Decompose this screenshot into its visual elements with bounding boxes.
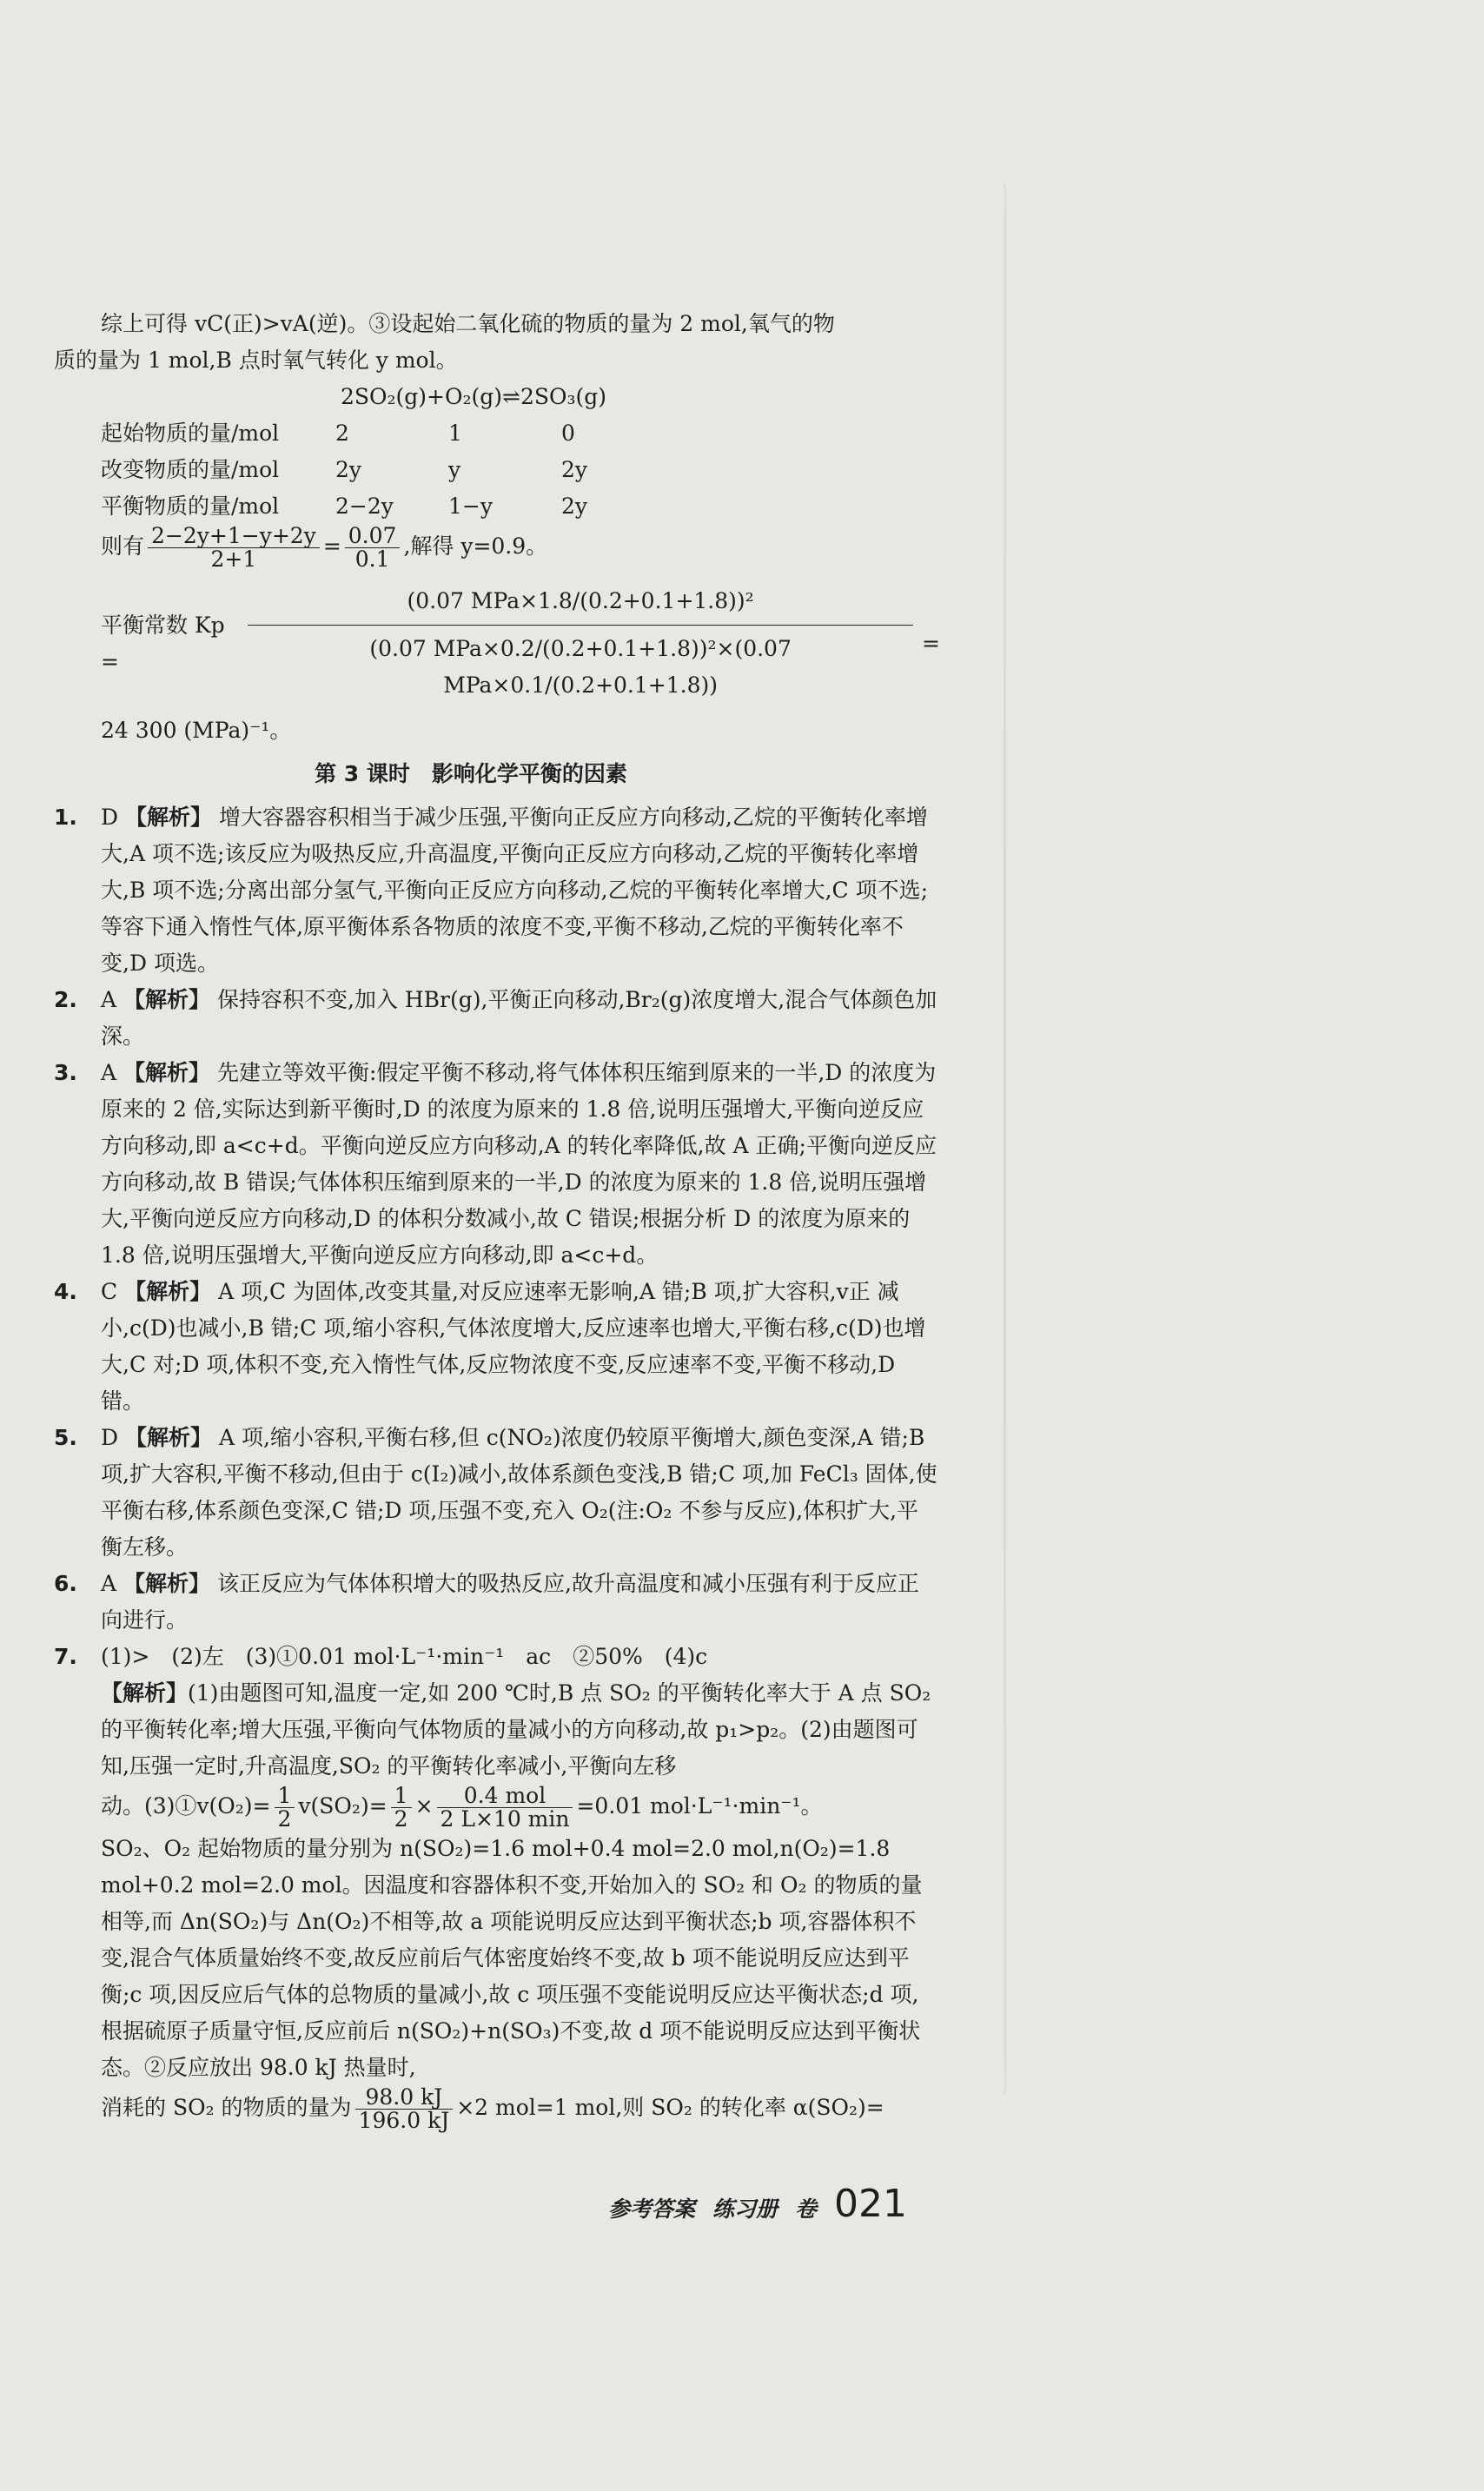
item7-analysis-2: SO₂、O₂ 起始物质的量分别为 n(SO₂)=1.6 mol+0.4 mol=2.0 mol,n(O₂)=1.8 mol+0.2 mol=2.0 mol。因温度和容器体积不变,开始加入的 SO₂ 和 O₂ 的物质的量相等,而 Δn(SO₂)与 Δn(O₂)不相等,故 a 项能说明反应达到平衡状态;b 项,容器体积不变,混合气体质量始终不变,故反应前后气体密度始终不变,故 b 项不能说明反应达到平衡;c 项,因反应后气体的总物质的量减小,故 c 项压强不变能说明反应达平衡状态;d 项,根据硫原子质量守恒,反应前后 n(SO₂)+n(SO₃)不变,故 d 项不能说明反应达到平衡状态。②反应放出 98.0 kJ 热量时, [101,1836,923,2080]
item-answer: A [101,1060,117,1085]
analysis-tag: 【解析】 [123,1060,211,1085]
page-fold-shadow [1004,182,1006,2094]
answer-item-7 [54,1639,940,2132]
table-cell: 2y [561,494,588,519]
item-number: 3. [54,1060,77,1085]
item-answer: A [101,1571,117,1596]
kp-numerator: (0.07 MPa×1.8/(0.2+0.1+1.8))² [248,583,913,626]
fraction-denominator: 2+1 [210,547,257,572]
analysis-tag: 【解析】 [125,805,213,830]
analysis-tag: 【解析】 [123,987,211,1012]
fraction-heat [355,2086,454,2132]
ratio-line [54,525,940,571]
analysis-tag: 【解析】 [123,1571,211,1596]
fraction-denominator: 2 [277,1806,292,1832]
fraction-denominator: 0.1 [354,547,390,572]
formula-text: 动。(3)①v(O₂)= [101,1793,271,1819]
formula-text: × [414,1793,434,1819]
table-cell: 1 [448,421,462,446]
footer-label-answers: 参考答案 [608,2196,696,2222]
formula-text: =0.01 mol·L⁻¹·min⁻¹。 [576,1793,823,1819]
answer-item-4 [54,1274,940,1420]
table-cell: 1−y [448,494,493,519]
answer-item-1 [54,799,940,982]
item-number: 2. [54,987,77,1012]
formula-text: v(SO₂)= [298,1793,388,1819]
equilibrium-table [54,415,940,525]
item-text: 增大容器容积相当于减少压强,平衡向正反应方向移动,乙烷的平衡转化率增大,A 项不选;该反应为吸热反应,升高温度,平衡向正反应方向移动,乙烷的平衡转化率增大,B 项不选;分离出部分氢气,平衡向正反应方向移动,乙烷的平衡转化率增大,C 项不选;等容下通入惰性气体,原平衡体系各物质的浓度不变,平衡不移动,乙烷的平衡转化率不变,D 项选。 [101,805,929,976]
item7-answers: (1)> (2)左 (3)①0.01 mol·L⁻¹·min⁻¹ ac ②50% (4)c [101,1644,708,1669]
section-title: 第 3 课时 影响化学平衡的因素 [315,761,627,786]
table-cell: 0 [561,421,575,446]
item7-rate-formula [101,1785,940,1831]
equals-sign: = [922,630,940,656]
table-cell: 2y [561,457,588,482]
top-line-2: 质的量为 1 mol,B 点时氧气转化 y mol。 [54,348,458,373]
top-line-1: 综上可得 vC(正)>vA(逆)。③设起始二氧化硫的物质的量为 2 mol,氧气的物 [101,311,835,336]
fraction-denominator: 196.0 kJ [358,2108,450,2133]
item-number: 6. [54,1571,77,1596]
page-footer [608,2182,908,2226]
analysis-tag: 【解析】 [124,1279,212,1304]
item-answer: C [101,1279,118,1304]
item-text: A 项,缩小容积,平衡右移,但 c(NO₂)浓度仍较原平衡增大,颜色变深,A 错;B 项,扩大容积,平衡不移动,但由于 c(I₂)减小,故体系颜色变浅,B 错;C 项,加 FeCl₃ 固体,使平衡右移,体系颜色变深,C 错;D 项,压强不变,充入 O₂(注:O₂ 不参与反应),体积扩大,平衡左移。 [101,1425,937,1560]
kp-result: 24 300 (MPa)⁻¹。 [101,718,292,743]
ratio-fraction-2 [345,525,401,571]
fraction-half [391,1785,412,1831]
kp-label: 平衡常数 Kp = [101,612,225,674]
item-number: 4. [54,1279,77,1304]
table-cell: 平衡物质的量/mol [101,494,280,519]
item-answer: D [101,1425,119,1450]
table-cell: 2y [335,457,362,482]
table-cell: y [448,457,461,482]
item7-analysis-1 [101,1675,940,1785]
ratio-suffix: ,解得 y=0.9。 [403,533,548,559]
item-number: 5. [54,1425,77,1450]
item-answer: D [101,805,119,830]
item-text: A 项,C 为固体,改变其量,对反应速率无影响,A 错;B 项,扩大容积,v正 减小,c(D)也减小,B 错;C 项,缩小容积,气体浓度增大,反应速率也增大,平衡右移,c(D)也增大,C 对;D 项,体积不变,充入惰性气体,反应物浓度不变,反应速率不变,平衡不移动,D 错。 [101,1279,926,1414]
item-number: 1. [54,805,77,830]
ratio-fraction-1 [148,525,320,571]
equals-sign: = [322,533,341,559]
fraction-denominator: 2 [394,1806,408,1832]
kp-fraction [248,583,913,704]
answer-item-6 [54,1566,940,1639]
formula-text: ×2 mol=1 mol,则 SO₂ 的转化率 α(SO₂)= [456,2095,884,2120]
page-number: 021 [834,2182,908,2226]
answer-content [54,306,940,2132]
analysis-tag: 【解析】 [101,1680,189,1706]
analysis-tag: 【解析】 [125,1425,213,1450]
fraction-denominator: 2 L×10 min [440,1806,570,1832]
footer-label-workbook: 练习册 [712,2196,778,2222]
kp-denominator: (0.07 MPa×0.2/(0.2+0.1+1.8))²×(0.07 MPa×0.1/(0.2+0.1+1.8)) [369,636,792,698]
answer-item-3 [54,1055,940,1274]
item-text: (1)由题图可知,温度一定,如 200 ℃时,B 点 SO₂ 的平衡转化率大于 A 点 SO₂ 的平衡转化率;增大压强,平衡向气体物质的量减小的方向移动,故 p₁>p₂。(2)由题图可知,压强一定时,升高温度,SO₂ 的平衡转化率减小,平衡向左移 [101,1680,931,1779]
fraction-numerator: 0.07 [345,525,401,548]
answer-item-2 [54,982,940,1055]
formula-text: 消耗的 SO₂ 的物质的量为 [101,2095,352,2120]
footer-label-volume: 卷 [795,2196,818,2222]
table-cell: 改变物质的量/mol [101,457,280,482]
item-number: 7. [54,1644,77,1669]
item-text: 保持容积不变,加入 HBr(g),平衡正向移动,Br₂(g)浓度增大,混合气体颜色加深。 [101,987,937,1049]
item7-conversion [101,2086,940,2132]
answer-item-5 [54,1420,940,1566]
table-cell: 2−2y [335,494,394,519]
fraction-rate [437,1785,573,1831]
ratio-prefix: 则有 [101,533,145,559]
fraction-numerator: 2−2y+1−y+2y [148,525,320,548]
fraction-numerator: 1 [275,1785,295,1808]
fraction-numerator: 0.4 mol [437,1785,573,1808]
fraction-half [275,1785,295,1831]
item-text: 先建立等效平衡:假定平衡不移动,将气体体积压缩到原来的一半,D 的浓度为原来的 2 倍,实际达到新平衡时,D 的浓度为原来的 1.8 倍,说明压强增大,平衡向逆反应方向移动,即 a<c+d。平衡向逆反应方向移动,A 的转化率降低,故 A 正确;平衡向逆反应方向移动,故 B 错误;气体体积压缩到原来的一半,D 的浓度为原来的 1.8 倍,说明压强增大,平衡向逆反应方向移动,D 的体积分数减小,故 C 错误;根据分析 D 的浓度为原来的 1.8 倍,说明压强增大,平衡向逆反应方向移动,即 a<c+d。 [101,1060,937,1268]
fraction-numerator: 1 [391,1785,412,1808]
item-text: 该正反应为气体体积增大的吸热反应,故升高温度和减小压强有利于反应正向进行。 [101,1571,919,1633]
fraction-numerator: 98.0 kJ [355,2086,454,2110]
table-cell: 2 [335,421,349,446]
table-cell: 起始物质的量/mol [101,421,280,446]
item-answer: A [101,987,117,1012]
reaction-equation: 2SO₂(g)+O₂(g)⇌2SO₃(g) [341,384,607,409]
kp-formula [54,583,940,704]
